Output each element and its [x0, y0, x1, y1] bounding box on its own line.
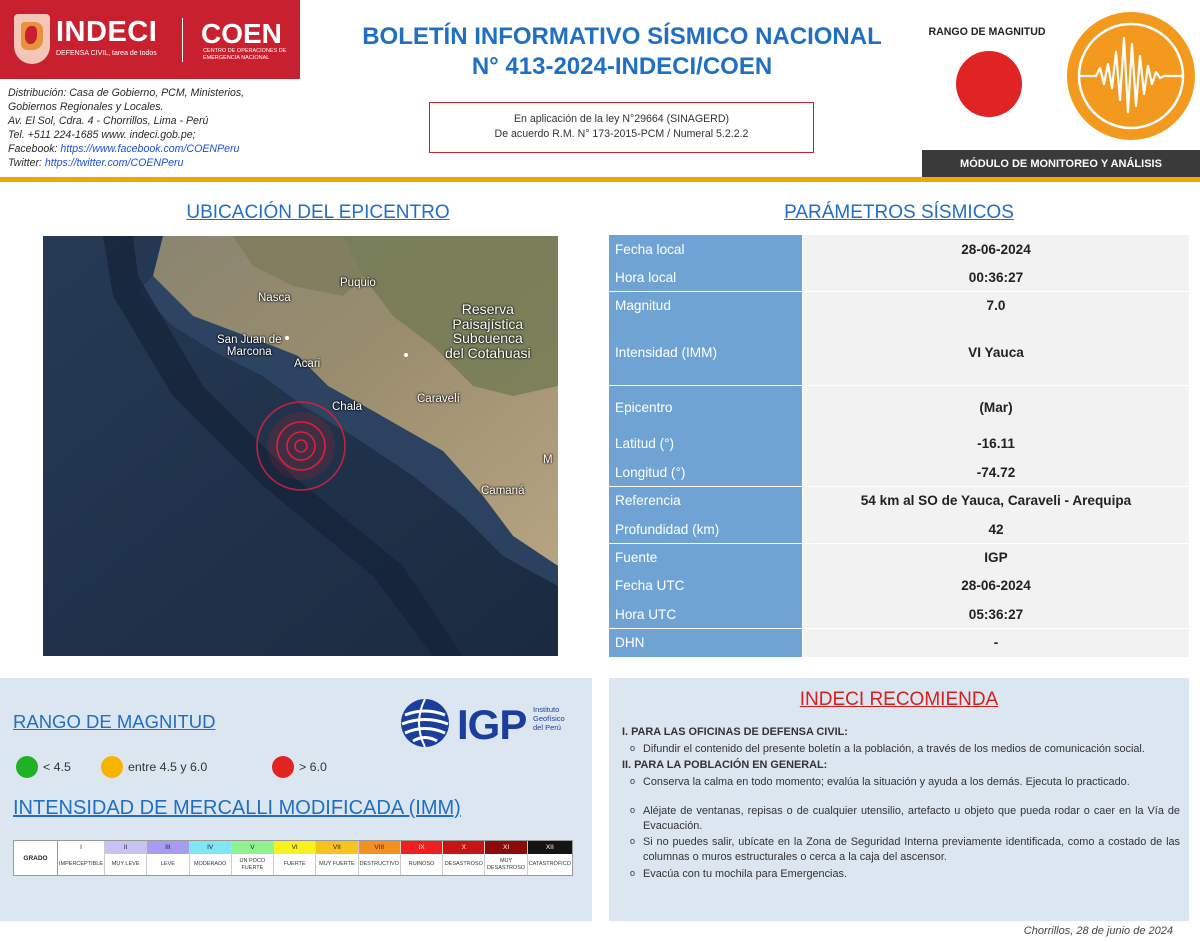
param-label: Intensidad (IMM): [609, 320, 802, 385]
param-label: Hora local: [609, 263, 802, 291]
param-label: Profundidad (km): [609, 515, 802, 543]
recommendation-list: [620, 775, 1180, 881]
mercalli-level: [58, 841, 105, 875]
recommendations-title: INDECI RECOMIENDA: [799, 689, 999, 710]
param-value: -16.11: [803, 430, 1189, 458]
mercalli-level: [359, 841, 401, 875]
header-divider: [0, 177, 1200, 182]
mercalli-name: DESASTROSO: [444, 861, 483, 868]
table-row: [609, 487, 1189, 515]
mercalli-name: IMPERCEPTIBLE: [59, 861, 104, 868]
mercalli-name: MUY FUERTE: [319, 861, 355, 868]
address-line: Av. El Sol, Cdra. 4 - Chorrillos, Lima - Perú: [8, 115, 209, 128]
logo-divider: [182, 18, 183, 62]
mercalli-roman: III: [147, 841, 188, 854]
legend-item-medium: [101, 756, 207, 778]
legend-label: entre 4.5 y 6.0: [128, 760, 208, 774]
mercalli-name: UN POCO FUERTE: [239, 858, 266, 871]
mercalli-name: MUY LEVE: [111, 861, 140, 868]
legal-line2: De acuerdo R.M. N° 173-2015-PCM / Numeral 5.2.2.2: [494, 127, 749, 140]
mercalli-grado-label: GRADO: [14, 841, 58, 875]
logo-coen-subtitle: CENTRO DE OPERACIONES DE EMERGENCIA NACIONAL: [203, 48, 287, 62]
bulletin-title-line1: BOLETÍN INFORMATIVO SÍSMICO NACIONAL: [362, 23, 882, 50]
map-label-chala: Chala: [332, 401, 363, 413]
parameters-section-title: PARÁMETROS SÍSMICOS: [784, 202, 1014, 223]
mercalli-roman: XII: [528, 841, 572, 854]
map-label-acari: Acari: [294, 358, 321, 370]
param-value: -: [803, 629, 1189, 657]
param-value: 28-06-2024: [803, 235, 1189, 263]
magnitude-range-header: RANGO DE MAGNITUD: [928, 26, 1046, 38]
bulletin-number: N° 413-2024-INDECI/COEN: [471, 53, 773, 81]
param-label: Longitud (°): [609, 458, 802, 486]
phone-line: Tel. +511 224-1685 www. indeci.gob.pe;: [8, 129, 196, 142]
distribution-line: Distribución: Casa de Gobierno, PCM, Ministerios,: [8, 87, 245, 99]
mercalli-scale-table: [13, 840, 573, 876]
param-label: Latitud (°): [609, 430, 802, 458]
param-label: Referencia: [609, 487, 802, 515]
mercalli-level: [232, 841, 274, 875]
mercalli-roman: IX: [401, 841, 442, 854]
legend-item-high: [272, 756, 327, 778]
mercalli-level: [147, 841, 189, 875]
table-row: [609, 292, 1189, 320]
map-label-caraveli: Caravelí: [417, 393, 460, 405]
mercalli-level: [316, 841, 358, 875]
indeci-coen-logo: [0, 0, 300, 79]
mercalli-level: [190, 841, 232, 875]
param-value: -74.72: [803, 458, 1189, 486]
mercalli-roman: IV: [190, 841, 231, 854]
peru-map-emblem-icon: [14, 14, 50, 64]
list-item: o Evacúa con tu mochila para Emergencias.: [630, 867, 1180, 882]
yellow-dot-icon: [101, 756, 123, 778]
legal-line1: En aplicación de la ley N°29664 (SINAGERD): [513, 113, 730, 125]
param-label: Fecha UTC: [609, 572, 802, 600]
table-row: [609, 544, 1189, 572]
footer-date: Chorrillos, 28 de junio de 2024: [1023, 925, 1173, 937]
param-value: 00:36:27: [803, 263, 1189, 291]
epicenter-map[interactable]: [43, 236, 558, 656]
mercalli-level: [274, 841, 316, 875]
magnitude-range-title: RANGO DE MAGNITUD: [13, 711, 216, 732]
list-item: o Aléjate de ventanas, repisas o de cualquier utensilio, artefacto u objeto que pueda rodar o caer en la Vía de Evacuación.: [630, 804, 1180, 833]
recommendation-list: [620, 742, 1180, 757]
param-value: 54 km al SO de Yauca, Caraveli - Arequipa: [803, 487, 1189, 515]
list-item: o Difundir el contenido del presente boletín a la población, a través de los medios de comunicación social.: [630, 742, 1180, 757]
param-value: 05:36:27: [803, 600, 1189, 628]
param-label: Fuente: [609, 544, 802, 572]
mercalli-roman: VIII: [359, 841, 400, 854]
param-label: DHN: [609, 629, 802, 657]
map-label-reserva: Reserva Paisajística Subcuenca del Cotahuasi: [445, 301, 531, 362]
legal-reference-box: [429, 102, 814, 153]
table-row: [609, 572, 1189, 600]
distribution-line: Gobiernos Regionales y Locales.: [8, 101, 164, 114]
epicenter-section-title: UBICACIÓN DEL EPICENTRO: [186, 202, 450, 223]
green-dot-icon: [16, 756, 38, 778]
igp-logo-text: IGP: [457, 701, 527, 748]
mercalli-level: [528, 841, 572, 875]
table-row: [609, 320, 1189, 385]
param-label: Fecha local: [609, 235, 802, 263]
logo-tagline: DEFENSA CIVIL, tarea de todos: [56, 50, 157, 57]
table-row: [609, 515, 1189, 543]
table-row: [609, 386, 1189, 430]
recommendation-section-heading: II. PARA LA POBLACIÓN EN GENERAL:: [622, 759, 828, 772]
bulletin-title: [320, 22, 924, 83]
map-label-san-juan-de-marcona: San Juan de Marcona: [217, 334, 282, 359]
map-terrain: [43, 236, 558, 656]
list-item: o Si no puedes salir, ubícate en la Zona de Seguridad Interna previamente identificada, como a costado de las columnas o muros estructurales o cerca a la caja del ascensor.: [630, 835, 1180, 864]
table-row: [609, 629, 1189, 657]
mercalli-roman: V: [232, 841, 273, 854]
list-item: o Conserva la calma en todo momento; evalúa la situación y ayuda a los demás. Ejecuta lo practicado.: [630, 775, 1180, 790]
facebook-line: [8, 142, 308, 156]
facebook-label: Facebook:: [8, 143, 61, 156]
mercalli-roman: II: [105, 841, 146, 854]
red-dot-icon: [272, 756, 294, 778]
distribution-info: [8, 86, 308, 170]
legend-label: > 6.0: [299, 760, 327, 774]
logo-coen-text: COEN: [201, 18, 282, 49]
monitoring-module-banner: MÓDULO DE MONITOREO Y ANÁLISIS: [922, 150, 1200, 178]
param-label: Epicentro: [609, 386, 802, 430]
mercalli-roman: VII: [316, 841, 357, 854]
map-label-puquio: Puquio: [340, 277, 376, 289]
table-row: [609, 600, 1189, 628]
mercalli-level: [105, 841, 147, 875]
twitter-link[interactable]: https://twitter.com/COENPeru: [44, 157, 184, 170]
param-value: IGP: [803, 544, 1189, 572]
param-value: VI Yauca: [803, 320, 1189, 385]
mercalli-name: CATASTRÓFICO: [528, 861, 571, 868]
param-value: 42: [803, 515, 1189, 543]
param-value: 7.0: [803, 292, 1189, 320]
magnitude-range-indicator: [956, 51, 1022, 117]
table-row: [609, 263, 1189, 291]
mercalli-name: MUY DESASTROSO: [486, 858, 526, 871]
logo-indeci-text: INDECI: [56, 16, 158, 48]
map-label-nasca: Nasca: [258, 292, 291, 304]
table-row: [609, 430, 1189, 458]
facebook-link[interactable]: https://www.facebook.com/COENPeru: [60, 143, 240, 156]
recommendation-section-heading: I. PARA LAS OFICINAS DE DEFENSA CIVIL:: [622, 726, 848, 738]
seismic-parameters-table: [609, 235, 1189, 657]
igp-logo-subtitle: Instituto Geofísico del Perú: [533, 705, 565, 732]
mercalli-name: RUINOSO: [408, 861, 435, 868]
table-row: [609, 458, 1189, 486]
legend-label: < 4.5: [43, 760, 71, 774]
param-label: Hora UTC: [609, 600, 802, 628]
mercalli-name: FUERTE: [283, 861, 306, 868]
param-label: Magnitud: [609, 292, 802, 320]
mercalli-level: [443, 841, 485, 875]
mercalli-title: INTENSIDAD DE MERCALLI MODIFICADA (IMM): [13, 797, 461, 819]
mercalli-name: DESTRUCTIVO: [359, 861, 399, 868]
mercalli-roman: XI: [485, 841, 526, 854]
map-label-camana: Camaná: [481, 485, 525, 497]
mercalli-level: [401, 841, 443, 875]
legend-item-low: [16, 756, 71, 778]
param-value: (Mar): [803, 386, 1189, 430]
param-value: 28-06-2024: [803, 572, 1189, 600]
mercalli-level: [485, 841, 527, 875]
twitter-line: [8, 156, 308, 170]
mercalli-roman: I: [58, 841, 104, 854]
recommendations-body: [620, 725, 1180, 883]
seismograph-icon: [1066, 8, 1196, 144]
mercalli-name: MODERADO: [193, 861, 227, 868]
mercalli-name: LEVE: [160, 861, 175, 868]
mercalli-roman: X: [443, 841, 484, 854]
twitter-label: Twitter:: [8, 157, 45, 170]
map-label-edge: M: [543, 454, 553, 466]
mercalli-roman: VI: [274, 841, 315, 854]
table-row: [609, 235, 1189, 263]
